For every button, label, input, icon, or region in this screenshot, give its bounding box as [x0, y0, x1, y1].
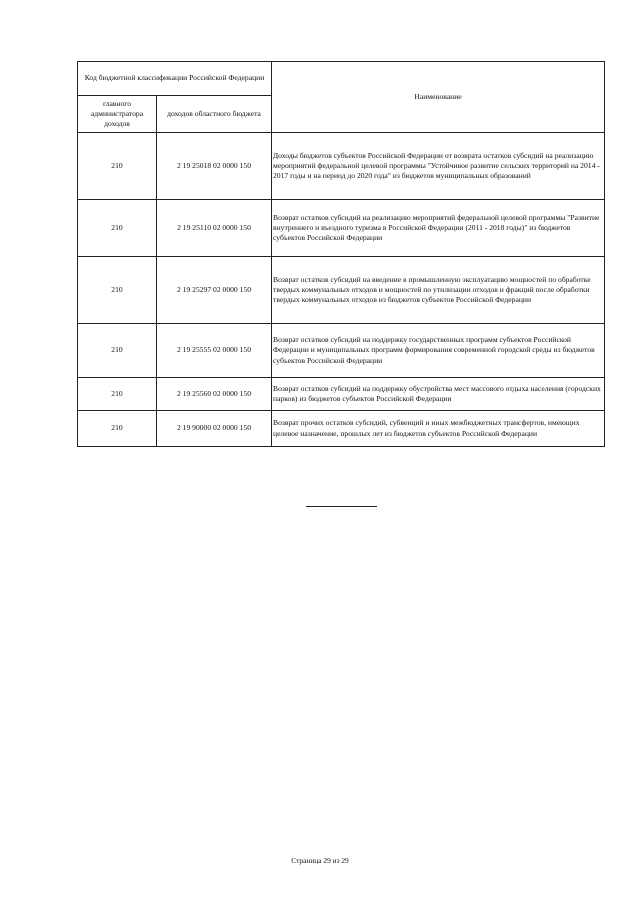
- admin-code-cell: 210: [78, 411, 157, 447]
- table-row: [78, 411, 605, 447]
- budget-classification-table: [77, 61, 605, 447]
- page-number: Страница 29 из 29: [291, 856, 349, 865]
- admin-column-header: главного администратора доходов: [78, 96, 157, 133]
- table-row: [78, 378, 605, 411]
- income-code-cell: 2 19 25555 02 0000 150: [157, 324, 272, 378]
- income-name-cell: Доходы бюджетов субъектов Российской Федерации от возврата остатков субсидий на реализацию мероприятий федеральной целевой программы "Устойчивое развитие сельских территорий на 2014 - 2017 годы и на период до 2020 года" из бюджетов муниципальных образований: [272, 133, 605, 200]
- kbk-group-header: Код бюджетной классификации Российской Федерации: [78, 62, 272, 96]
- admin-code-cell: 210: [78, 324, 157, 378]
- name-column-header: Наименование: [272, 62, 605, 133]
- income-code-cell: 2 19 25560 02 0000 150: [157, 378, 272, 411]
- end-of-document-separator: [306, 506, 377, 507]
- income-code-cell: 2 19 25110 02 0000 150: [157, 200, 272, 257]
- table-row: [78, 133, 605, 200]
- table-row: [78, 324, 605, 378]
- admin-code-cell: 210: [78, 133, 157, 200]
- income-code-cell: 2 19 25018 02 0000 150: [157, 133, 272, 200]
- admin-code-cell: 210: [78, 200, 157, 257]
- income-code-cell: 2 19 25297 02 0000 150: [157, 257, 272, 324]
- income-column-header: доходов областного бюджета: [157, 96, 272, 133]
- income-name-cell: Возврат остатков субсидий на реализацию мероприятий федеральной целевой программы "Развитие внутреннего и въездного туризма в Российской Федерации (2011 - 2018 годы)" из бюджетов субъектов Российской Федерации: [272, 200, 605, 257]
- table-row: [78, 257, 605, 324]
- admin-code-cell: 210: [78, 378, 157, 411]
- table-row: [78, 200, 605, 257]
- admin-code-cell: 210: [78, 257, 157, 324]
- income-name-cell: Возврат остатков субсидий на поддержку обустройства мест массового отдыха населения (городских парков) из бюджетов субъектов Российской Федерации: [272, 378, 605, 411]
- income-name-cell: Возврат прочих остатков субсидий, субвенций и иных межбюджетных трансфертов, имеющих целевое назначение, прошлых лет из бюджетов субъектов Российской Федерации: [272, 411, 605, 447]
- income-name-cell: Возврат остатков субсидий на введение в промышленную эксплуатацию мощностей по обработке твердых коммунальных отходов и мощностей по утилизации отходов и фракций после обработки твердых коммунальных отходов из бюджетов субъектов Российской Федерации: [272, 257, 605, 324]
- income-name-cell: Возврат остатков субсидий на поддержку государственных программ субъектов Российской Федерации и муниципальных программ формирования современной городской среды из бюджетов субъектов Российской Федерации: [272, 324, 605, 378]
- income-code-cell: 2 19 90000 02 0000 150: [157, 411, 272, 447]
